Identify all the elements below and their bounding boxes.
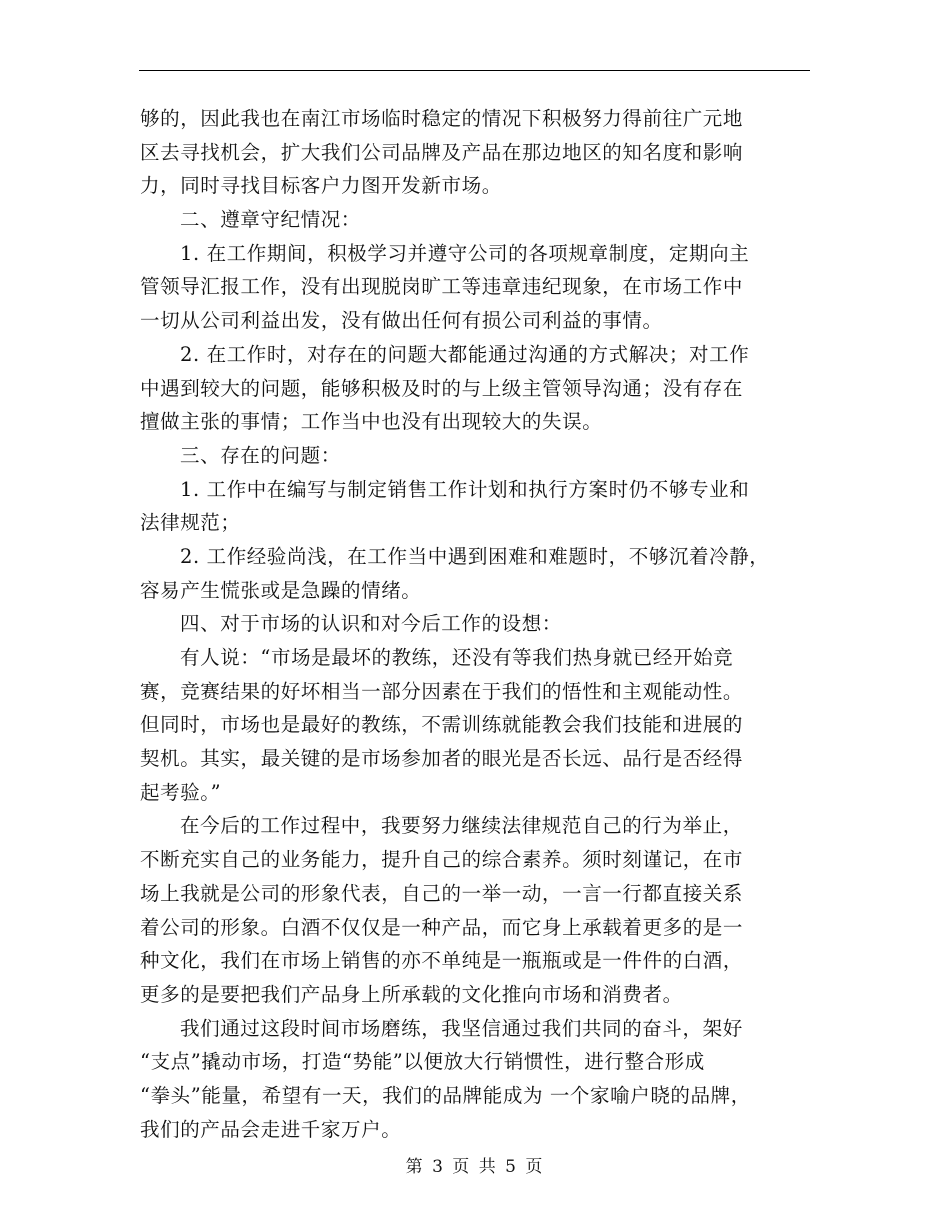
body-text-line: 赛，竞赛结果的好坏相当一部分因素在于我们的悟性和主观能动性。 <box>140 679 744 703</box>
body-text-line: 擅做主张的事情；工作当中也没有出现较大的失误。 <box>140 410 603 434</box>
body-text-line: 2. 在工作时，对存在的问题大都能通过沟通的方式解决；对工作 <box>180 342 750 366</box>
body-text-line: 种文化，我们在市场上销售的亦不单纯是一瓶瓶或是一件件的白酒， <box>140 949 744 973</box>
page-number-footer: 第 3 页 共 5 页 <box>405 1157 545 1177</box>
body-text-line: 二、遵章守纪情况： <box>180 208 361 232</box>
body-text-line: 契机。其实，最关键的是市场参加者的眼光是否长远、品行是否经得 <box>140 747 744 771</box>
body-text-line: 但同时，市场也是最好的教练，不需训练就能教会我们技能和进展的 <box>140 713 744 737</box>
body-text-line: 我们的产品会走进千家万户。 <box>140 1117 402 1141</box>
body-text-line: 更多的是要把我们产品身上所承载的文化推向市场和消费者。 <box>140 982 683 1006</box>
document-body <box>140 102 815 1146</box>
body-text-line: 一切从公司利益出发，没有做出任何有损公司利益的事情。 <box>140 309 663 333</box>
body-text-line: “拳头”能量，希望有一天，我们的品牌能成为 一个家喻户晓的品牌， <box>140 1083 751 1107</box>
body-text-line: 区去寻找机会，扩大我们公司品牌及产品在那边地区的知名度和影响 <box>140 140 744 164</box>
body-text-line: 够的，因此我也在南江市场临时稳定的情况下积极努力得前往广元地 <box>140 107 744 130</box>
body-text-line: 在今后的工作过程中，我要努力继续法律规范自己的行为举止， <box>180 814 743 838</box>
body-text-line: 1. 工作中在编写与制定销售工作计划和执行方案时仍不够专业和 <box>180 477 750 501</box>
body-text-line: 力，同时寻找目标客户力图开发新市场。 <box>140 174 502 198</box>
body-text-line: 不断充实自己的业务能力，提升自己的综合素养。须时刻谨记，在市 <box>140 848 744 872</box>
header-rule <box>139 70 810 71</box>
body-text-line: 有人说：“市场是最坏的教练，还没有等我们热身就已经开始竞 <box>180 646 734 669</box>
body-text-line: 管领导汇报工作，没有出现脱岗旷工等违章违纪现象，在市场工作中 <box>140 275 744 299</box>
body-text-line: 中遇到较大的问题，能够积极及时的与上级主管领导沟通；没有存在 <box>140 376 744 400</box>
body-text-line: 法律规范； <box>140 511 241 535</box>
body-text-line: 我们通过这段时间市场磨练，我坚信通过我们共同的奋斗，架好 <box>180 1016 743 1040</box>
body-text-line: 三、存在的问题： <box>180 443 341 467</box>
body-text-line: 容易产生慌张或是急躁的情绪。 <box>140 578 422 602</box>
body-text-line: 1. 在工作期间，积极学习并遵守公司的各项规章制度，定期向主 <box>180 241 750 265</box>
body-text-line: 2. 工作经验尚浅，在工作当中遇到困难和难题时，不够沉着冷静， <box>180 544 770 568</box>
body-text-line: 场上我就是公司的形象代表，自己的一举一动，一言一行都直接关系 <box>140 881 744 905</box>
body-text-line: 起考验。” <box>140 780 222 804</box>
body-text-line: “支点”撬动市场，打造“势能”以便放大行销惯性，进行整合形成 <box>140 1050 705 1074</box>
body-text-line: 着公司的形象。白酒不仅仅是一种产品，而它身上承载着更多的是一 <box>140 915 744 939</box>
body-text-line: 四、对于市场的认识和对今后工作的设想： <box>180 612 562 636</box>
